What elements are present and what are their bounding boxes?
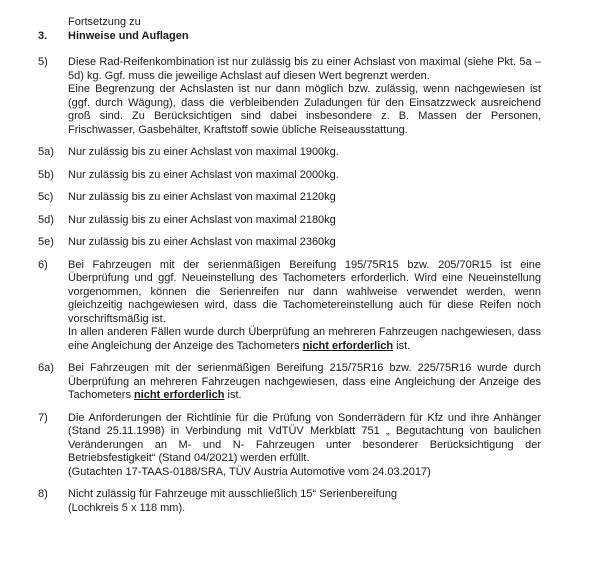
item-text	[68, 56, 541, 137]
item-label: 5e)	[38, 236, 54, 248]
emphasized-text: nicht erforderlich	[134, 389, 225, 401]
section-heading-row	[38, 30, 541, 44]
body-text: ist.	[224, 389, 242, 401]
body-text: Nur zulässig bis zu einer Achslast von maximal 2360kg	[68, 236, 336, 248]
item-label: 5c)	[38, 191, 54, 203]
item-text	[68, 488, 541, 515]
body-text: Nur zulässig bis zu einer Achslast von maximal 1900kg.	[68, 146, 339, 158]
item-text	[68, 412, 541, 480]
list-item	[38, 169, 541, 183]
item-text	[68, 362, 541, 403]
continuation-note: Fortsetzung zu	[68, 16, 141, 28]
list-item	[38, 362, 541, 403]
item-label: 6a)	[38, 362, 54, 374]
body-text: In allen anderen Fällen wurde durch Überprüfung an mehreren Fahrzeugen nachgewiesen, dass eine Angleichung der Anzeige des Tachometers	[68, 326, 541, 352]
body-text: Nur zulässig bis zu einer Achslast von maximal 2000kg.	[68, 168, 339, 181]
item-label: 7)	[38, 411, 48, 424]
body-text: Nur zulässig bis zu einer Achslast von maximal 2120kg	[68, 191, 336, 203]
body-text: (Lochkreis 5 x 118 mm).	[68, 501, 186, 514]
list-item	[38, 488, 541, 515]
item-label: 5b)	[38, 168, 54, 181]
emphasized-text: nicht erforderlich	[302, 339, 394, 352]
body-text: Eine Begrenzung der Achslasten ist nur dann möglich bzw. zulässig, wenn nachgewiesen ist (ggf. durch Wägung), dass die verbleibenden Zuladungen für den Einsatzzweck ausreichend groß sind. Zu Berücksichtigen sind dabei insbesondere z. B. Massen der Personen, Frischwasser, Gasbehälter, Kraftstoff sowie übliche Reiseausstattung.	[68, 83, 541, 136]
item-text	[68, 259, 541, 354]
body-text: Nur zulässig bis zu einer Achslast von maximal 2180kg	[68, 213, 336, 226]
body-text: Die Anforderungen der Richtlinie für die Prüfung von Sonderrädern für Kfz und ihre Anhänger (Stand 25.11.1998) in Verbindung mit VdTÜV Merkblatt 751 „ Begutachtung von baulichen Veränderungen an M- und N- Fahrzeugen unter besonderer Berücksichtigung der Betriebsfestigkeit“ (Stand 04/2021) werden erfüllt.	[68, 411, 541, 464]
list-item	[38, 214, 541, 228]
section-number: 3.	[38, 29, 48, 42]
list-item	[38, 191, 541, 205]
list-item	[38, 412, 541, 480]
body-text: Bei Fahrzeugen mit der serienmäßigen Bereifung 215/75R16 bzw. 225/75R16 wurde durch Überprüfung an mehreren Fahrzeugen nachgewiesen, dass eine Angleichung der Anzeige des Tachometers	[68, 362, 541, 401]
body-text: Diese Rad-Reifenkombination ist nur zulässig bis zu einer Achslast von maximal (siehe Pkt. 5a – 5d) kg. Ggf. muss die jeweilige Achslast auf diesen Wert begrenzt werden.	[68, 56, 541, 82]
item-label: 6)	[38, 258, 48, 271]
item-text	[68, 191, 541, 205]
body-text: Nicht zulässig für Fahrzeuge mit ausschließlich 15“ Serienbereifung	[68, 488, 397, 500]
item-text	[68, 169, 541, 183]
body-text: (Gutachten 17-TAAS-0188/SRA, TÜV Austria Automotive vom 24.03.2017)	[68, 465, 431, 478]
continuation-row	[38, 16, 541, 30]
body-text: Bei Fahrzeugen mit der serienmäßigen Bereifung 195/75R15 bzw. 205/70R15 ist eine Überprüfung und ggf. Neueinstellung des Tachometers erforderlich. Wird eine Neueinstellung vorgenommen, können die Serienreifen nur dann wahlweise verwendet werden, wenn gleichzeitig nachgewiesen wird, dass die Tachometereinstellung auch für diese Reifen noch vorschriftsmäßig ist.	[68, 258, 541, 325]
section-title: Hinweise und Auflagen	[68, 29, 189, 42]
list-item	[38, 56, 541, 137]
item-label: 5a)	[38, 146, 54, 158]
conditions-list	[38, 56, 541, 515]
item-text	[68, 236, 541, 250]
item-label: 5)	[38, 56, 48, 68]
item-text	[68, 214, 541, 228]
item-label: 8)	[38, 488, 48, 500]
body-text: ist.	[393, 339, 411, 352]
list-item	[38, 236, 541, 250]
list-item	[38, 146, 541, 160]
item-text	[68, 146, 541, 160]
item-label: 5d)	[38, 213, 54, 226]
list-item	[38, 259, 541, 354]
